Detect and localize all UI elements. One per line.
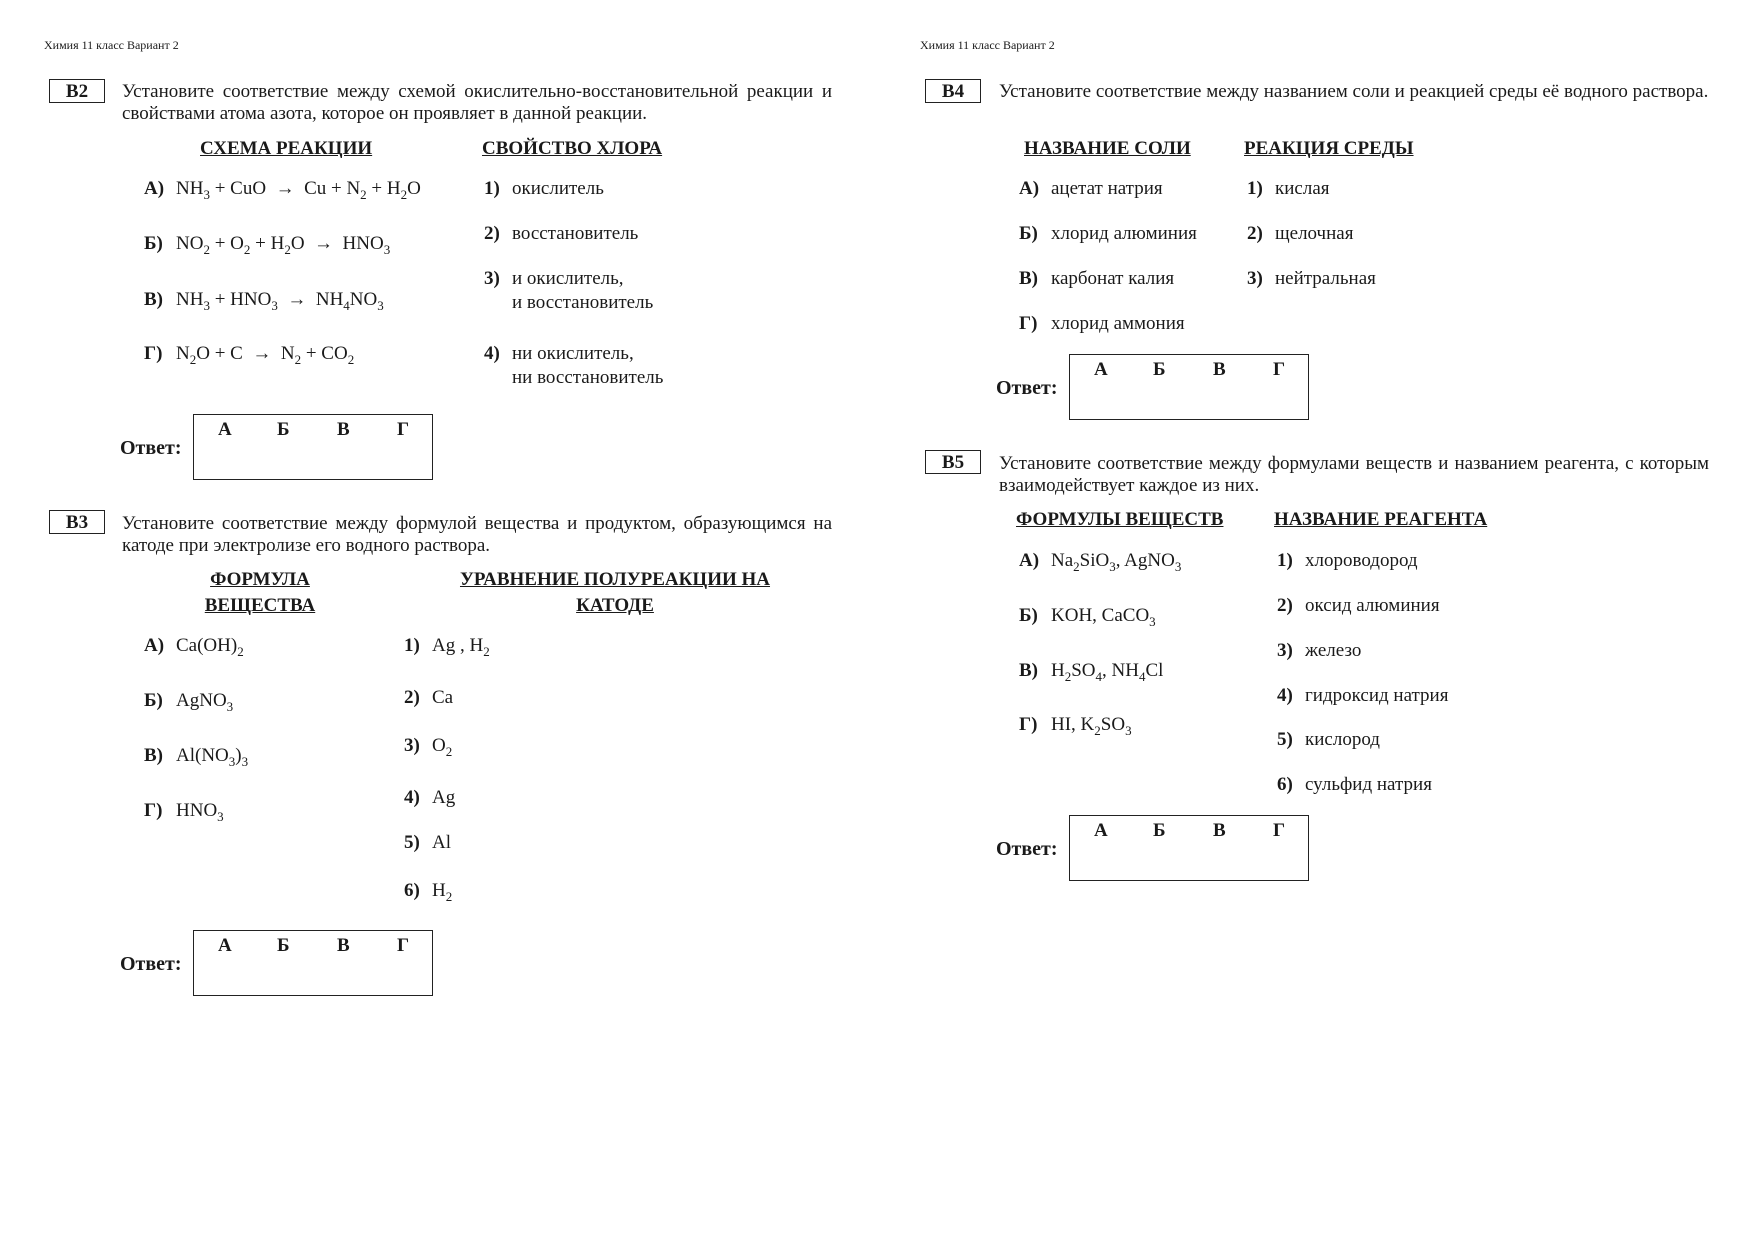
b5-answer-1: 1) хлороводород	[1277, 550, 1418, 571]
page-header-right: Химия 11 класс Вариант 2	[920, 38, 1055, 52]
b2-option-g: Г) $N_2O + C \to N_2 + CO_2$	[144, 343, 355, 367]
column-header-reaction-scheme: СХЕМА РЕАКЦИИ	[200, 138, 373, 159]
task-text-b4: Установите соответствие между названием соли и реакцией среды её водного раствора.	[999, 81, 1709, 102]
answer-box-b2[interactable]: А Б В Г	[193, 414, 433, 480]
b5-option-g: Г) HI, $K_2SO_3$	[1019, 714, 1132, 738]
b3-answer-6: 6) $H_2$	[404, 880, 453, 904]
answer-label-b3: Ответ:	[120, 953, 182, 975]
b3-answer-2: 2) Ca	[404, 687, 454, 708]
b5-answer-4: 4) гидроксид натрия	[1277, 685, 1449, 706]
b2-option-v: В) $NH_3 + HNO_3 \to NH_4NO_3$	[144, 289, 384, 313]
b2-answer-1: 1) окислитель	[484, 178, 604, 199]
column-header-formula: ФОРМУЛА ВЕЩЕСТВА	[204, 569, 316, 616]
task-text-b5: Установите соответствие между формулами веществ и названием реагента, с которым взаимодействует каждое из них.	[999, 453, 1709, 496]
formula: $HNO_3$	[176, 800, 224, 824]
task-number-b3: В3	[49, 510, 105, 534]
formula: $NO_2 + O_2 + H_2O \to HNO_3$	[176, 233, 391, 257]
answer-label-b2: Ответ:	[120, 437, 182, 459]
b5-option-v: В) $H_2SO_4$, $NH_4Cl$	[1019, 660, 1164, 684]
b4-option-b: Б) хлорид алюминия	[1019, 223, 1197, 244]
b3-option-b: Б) AgNO$_3$	[144, 690, 234, 714]
b3-answer-5: 5) Al	[404, 832, 451, 853]
b4-answer-3: 3) нейтральная	[1247, 268, 1376, 289]
b2-answer-4: 4) ни окислитель, ни восстановитель	[484, 343, 664, 388]
b5-answer-5: 5) кислород	[1277, 729, 1380, 750]
formula: $NH_3$ + CuO → $Cu + N_2 + H_2O$	[176, 178, 421, 202]
b3-answer-1: 1) Ag , $H_2$	[404, 635, 490, 659]
column-header-salt-name: НАЗВАНИЕ СОЛИ	[1024, 138, 1191, 159]
formula: $H_2SO_4$, $NH_4Cl$	[1051, 660, 1164, 684]
task-text-b2: Установите соответствие между схемой окислительно-восстановительной реакции и свойствами атома азота, которое он проявляет в данной реакции.	[122, 81, 832, 124]
task-number-b2: В2	[49, 79, 105, 103]
b4-answer-2: 2) щелочная	[1247, 223, 1354, 244]
b3-answer-4: 4) Ag	[404, 787, 456, 808]
b3-answer-3: 3) $O_2$	[404, 735, 453, 759]
b5-option-b: Б) KOH, CaCO$_3$	[1019, 605, 1156, 629]
column-header-medium-reaction: РЕАКЦИЯ СРЕДЫ	[1244, 138, 1414, 159]
b3-option-a: А) $Ca(OH)_2$	[144, 635, 244, 659]
b3-option-g: Г) $HNO_3$	[144, 800, 224, 824]
b2-answer-3: 3) и окислитель, и восстановитель	[484, 268, 654, 313]
b5-answer-6: 6) сульфид натрия	[1277, 774, 1432, 795]
formula: $NH_3 + HNO_3 \to NH_4NO_3$	[176, 289, 384, 313]
b4-option-g: Г) хлорид аммония	[1019, 313, 1185, 334]
answer-box-b5[interactable]: А Б В Г	[1069, 815, 1309, 881]
task-number-b4: В4	[925, 79, 981, 103]
b4-option-a: А) ацетат натрия	[1019, 178, 1163, 199]
answer-box-b3[interactable]: А Б В Г	[193, 930, 433, 996]
formula: $Ca(OH)_2$	[176, 635, 244, 659]
page-header-left: Химия 11 класс Вариант 2	[44, 38, 179, 52]
b5-option-a: А) $Na_2SiO_3$, AgNO$_3$	[1019, 550, 1182, 574]
task-text-b3: Установите соответствие между формулой вещества и продуктом, образующимся на катоде при электролизе его водного раствора.	[122, 513, 832, 556]
b3-option-v: В) $Al(NO_3)_3$	[144, 745, 249, 769]
task-number-b5: В5	[925, 450, 981, 474]
column-header-half-reaction: УРАВНЕНИЕ ПОЛУРЕАКЦИИ НА КАТОДЕ	[459, 569, 771, 616]
b2-option-b: Б) $NO_2 + O_2 + H_2O \to HNO_3$	[144, 233, 391, 257]
column-header-reagent-name: НАЗВАНИЕ РЕАГЕНТА	[1274, 509, 1488, 530]
b5-answer-3: 3) железо	[1277, 640, 1362, 661]
b4-answer-1: 1) кислая	[1247, 178, 1330, 199]
answer-box-b4[interactable]: А Б В Г	[1069, 354, 1309, 420]
formula: $N_2O + C \to N_2 + CO_2$	[176, 343, 355, 367]
formula: KOH, CaCO$_3$	[1051, 605, 1156, 629]
formula: $Na_2SiO_3$, AgNO$_3$	[1051, 550, 1182, 574]
b2-answer-2: 2) восстановитель	[484, 223, 639, 244]
b4-option-v: В) карбонат калия	[1019, 268, 1175, 289]
answer-label-b5: Ответ:	[996, 838, 1058, 860]
answer-label-b4: Ответ:	[996, 377, 1058, 399]
formula: HI, $K_2SO_3$	[1051, 714, 1132, 738]
column-header-chlorine-property: СВОЙСТВО ХЛОРА	[482, 138, 663, 159]
column-header-substance-formulas: ФОРМУЛЫ ВЕЩЕСТВ	[1016, 509, 1224, 530]
formula: $Al(NO_3)_3$	[176, 745, 249, 769]
b5-answer-2: 2) оксид алюминия	[1277, 595, 1440, 616]
formula: AgNO$_3$	[176, 690, 234, 714]
b2-option-a: А) $NH_3$ + CuO → $Cu + N_2 + H_2O$	[144, 178, 421, 202]
